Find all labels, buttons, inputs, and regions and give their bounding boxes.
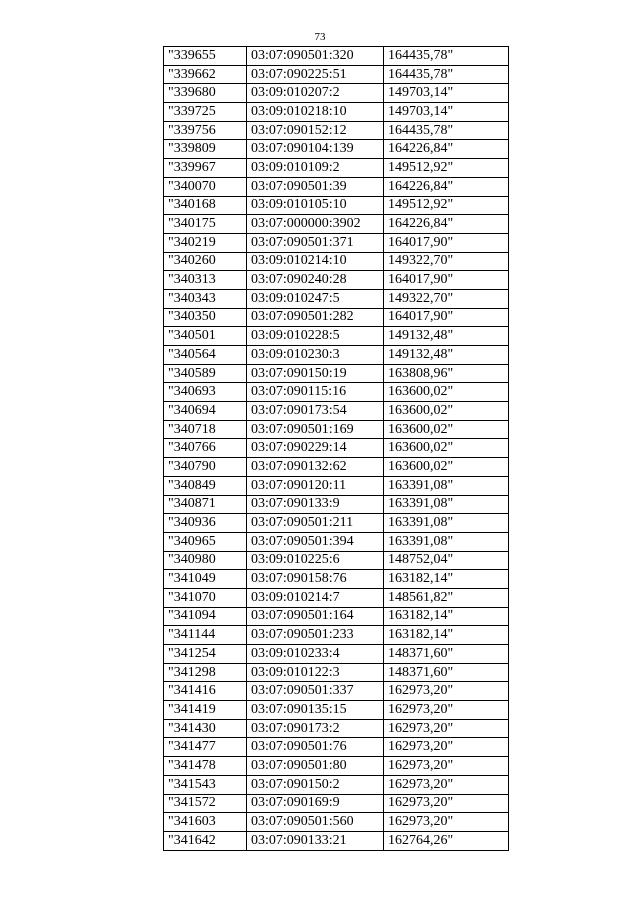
cadastral-number-cell: 03:07:090104:139 <box>247 140 384 159</box>
table-row <box>164 327 509 346</box>
cadastral-number-cell: 03:09:010214:10 <box>247 252 384 271</box>
table-row <box>164 719 509 738</box>
value-cell: 162973,20" <box>384 757 509 776</box>
table-row <box>164 47 509 66</box>
cadastral-number-cell: 03:07:090501:211 <box>247 514 384 533</box>
table-row <box>164 495 509 514</box>
record-number-cell: "340168 <box>164 196 247 215</box>
table-row <box>164 645 509 664</box>
record-number-cell: "340766 <box>164 439 247 458</box>
value-cell: 162973,20" <box>384 701 509 720</box>
cadastral-number-cell: 03:09:010207:2 <box>247 84 384 103</box>
value-cell: 163391,08" <box>384 532 509 551</box>
record-number-cell: "340694 <box>164 402 247 421</box>
table-row <box>164 813 509 832</box>
value-cell: 163600,02" <box>384 420 509 439</box>
table-row <box>164 551 509 570</box>
cadastral-number-cell: 03:07:090501:282 <box>247 308 384 327</box>
record-number-cell: "340260 <box>164 252 247 271</box>
record-number-cell: "339967 <box>164 159 247 178</box>
table-row <box>164 140 509 159</box>
table-row <box>164 794 509 813</box>
value-cell: 164435,78" <box>384 47 509 66</box>
value-cell: 163391,08" <box>384 476 509 495</box>
cadastral-number-cell: 03:09:010214:7 <box>247 588 384 607</box>
table-row <box>164 346 509 365</box>
cadastral-number-cell: 03:07:090169:9 <box>247 794 384 813</box>
cadastral-number-cell: 03:07:090501:320 <box>247 47 384 66</box>
cadastral-number-cell: 03:09:010122:3 <box>247 663 384 682</box>
value-cell: 148371,60" <box>384 645 509 664</box>
value-cell: 149132,48" <box>384 346 509 365</box>
record-number-cell: "341419 <box>164 701 247 720</box>
record-number-cell: "340980 <box>164 551 247 570</box>
record-number-cell: "341543 <box>164 775 247 794</box>
value-cell: 149512,92" <box>384 159 509 178</box>
page-number: 73 <box>314 31 326 43</box>
value-cell: 163600,02" <box>384 383 509 402</box>
record-number-cell: "341416 <box>164 682 247 701</box>
table-row <box>164 177 509 196</box>
value-cell: 163391,08" <box>384 495 509 514</box>
value-cell: 162973,20" <box>384 775 509 794</box>
table-row <box>164 682 509 701</box>
cadastral-number-cell: 03:07:090501:169 <box>247 420 384 439</box>
value-cell: 164435,78" <box>384 65 509 84</box>
record-number-cell: "340871 <box>164 495 247 514</box>
cadastral-number-cell: 03:07:090501:371 <box>247 233 384 252</box>
table-row <box>164 757 509 776</box>
value-cell: 162973,20" <box>384 682 509 701</box>
table-row <box>164 831 509 850</box>
table-row <box>164 402 509 421</box>
value-cell: 162764,26" <box>384 831 509 850</box>
table-row <box>164 233 509 252</box>
record-number-cell: "340790 <box>164 458 247 477</box>
table-row <box>164 476 509 495</box>
value-cell: 164226,84" <box>384 215 509 234</box>
cadastral-number-cell: 03:07:090501:39 <box>247 177 384 196</box>
record-number-cell: "340501 <box>164 327 247 346</box>
record-number-cell: "340313 <box>164 271 247 290</box>
cadastral-number-cell: 03:07:090501:394 <box>247 532 384 551</box>
table-row <box>164 215 509 234</box>
record-number-cell: "339680 <box>164 84 247 103</box>
table-row <box>164 626 509 645</box>
value-cell: 164226,84" <box>384 140 509 159</box>
value-cell: 149132,48" <box>384 327 509 346</box>
value-cell: 162973,20" <box>384 794 509 813</box>
cadastral-number-cell: 03:07:000000:3902 <box>247 215 384 234</box>
table-row <box>164 738 509 757</box>
record-number-cell: "341642 <box>164 831 247 850</box>
cadastral-number-cell: 03:07:090133:9 <box>247 495 384 514</box>
value-cell: 163391,08" <box>384 514 509 533</box>
record-number-cell: "339662 <box>164 65 247 84</box>
table-row <box>164 84 509 103</box>
value-cell: 164017,90" <box>384 233 509 252</box>
record-number-cell: "339655 <box>164 47 247 66</box>
value-cell: 164017,90" <box>384 271 509 290</box>
record-number-cell: "340350 <box>164 308 247 327</box>
table-row <box>164 65 509 84</box>
table-row <box>164 271 509 290</box>
value-cell: 163600,02" <box>384 458 509 477</box>
cadastral-number-cell: 03:07:090240:28 <box>247 271 384 290</box>
cadastral-number-cell: 03:09:010228:5 <box>247 327 384 346</box>
cadastral-number-cell: 03:09:010233:4 <box>247 645 384 664</box>
cadastral-number-cell: 03:09:010109:2 <box>247 159 384 178</box>
table-body <box>164 47 509 851</box>
cadastral-number-cell: 03:07:090150:2 <box>247 775 384 794</box>
value-cell: 148752,04" <box>384 551 509 570</box>
record-number-cell: "341070 <box>164 588 247 607</box>
value-cell: 164435,78" <box>384 121 509 140</box>
record-number-cell: "340849 <box>164 476 247 495</box>
cadastral-number-cell: 03:07:090229:14 <box>247 439 384 458</box>
value-cell: 162973,20" <box>384 813 509 832</box>
table-row <box>164 383 509 402</box>
record-number-cell: "341477 <box>164 738 247 757</box>
cadastral-number-cell: 03:07:090501:164 <box>247 607 384 626</box>
cadastral-number-cell: 03:07:090501:80 <box>247 757 384 776</box>
table-row <box>164 289 509 308</box>
record-number-cell: "340718 <box>164 420 247 439</box>
cadastral-number-cell: 03:07:090158:76 <box>247 570 384 589</box>
table-row <box>164 701 509 720</box>
table-row <box>164 159 509 178</box>
cadastral-number-cell: 03:07:090173:54 <box>247 402 384 421</box>
value-cell: 149703,14" <box>384 103 509 122</box>
table-row <box>164 663 509 682</box>
cadastral-number-cell: 03:07:090120:11 <box>247 476 384 495</box>
record-number-cell: "341049 <box>164 570 247 589</box>
record-number-cell: "341478 <box>164 757 247 776</box>
table-row <box>164 588 509 607</box>
table-row <box>164 458 509 477</box>
record-number-cell: "339756 <box>164 121 247 140</box>
value-cell: 149512,92" <box>384 196 509 215</box>
record-number-cell: "340693 <box>164 383 247 402</box>
record-number-cell: "340936 <box>164 514 247 533</box>
cadastral-number-cell: 03:07:090150:19 <box>247 364 384 383</box>
table-row <box>164 514 509 533</box>
record-number-cell: "341430 <box>164 719 247 738</box>
cadastral-number-cell: 03:07:090132:62 <box>247 458 384 477</box>
record-number-cell: "341254 <box>164 645 247 664</box>
table-row <box>164 252 509 271</box>
value-cell: 163600,02" <box>384 439 509 458</box>
cadastral-number-cell: 03:07:090133:21 <box>247 831 384 850</box>
record-number-cell: "340219 <box>164 233 247 252</box>
cadastral-number-cell: 03:09:010105:10 <box>247 196 384 215</box>
cadastral-number-cell: 03:07:090135:15 <box>247 701 384 720</box>
record-number-cell: "339725 <box>164 103 247 122</box>
record-number-cell: "339809 <box>164 140 247 159</box>
table-row <box>164 439 509 458</box>
value-cell: 148561,82" <box>384 588 509 607</box>
cadastral-number-cell: 03:07:090501:76 <box>247 738 384 757</box>
cadastral-number-cell: 03:09:010218:10 <box>247 103 384 122</box>
table-row <box>164 121 509 140</box>
cadastral-number-cell: 03:09:010225:6 <box>247 551 384 570</box>
cadastral-number-cell: 03:07:090115:16 <box>247 383 384 402</box>
table-row <box>164 364 509 383</box>
value-cell: 163182,14" <box>384 626 509 645</box>
cadastral-number-cell: 03:07:090225:51 <box>247 65 384 84</box>
cadastral-number-cell: 03:09:010247:5 <box>247 289 384 308</box>
record-number-cell: "340965 <box>164 532 247 551</box>
table-row <box>164 775 509 794</box>
value-cell: 163182,14" <box>384 570 509 589</box>
record-number-cell: "341603 <box>164 813 247 832</box>
record-number-cell: "341144 <box>164 626 247 645</box>
data-table <box>163 46 509 851</box>
value-cell: 162973,20" <box>384 738 509 757</box>
value-cell: 149322,70" <box>384 289 509 308</box>
table-row <box>164 532 509 551</box>
value-cell: 148371,60" <box>384 663 509 682</box>
value-cell: 162973,20" <box>384 719 509 738</box>
table-row <box>164 570 509 589</box>
cadastral-number-cell: 03:07:090501:233 <box>247 626 384 645</box>
cadastral-number-cell: 03:07:090501:560 <box>247 813 384 832</box>
value-cell: 163600,02" <box>384 402 509 421</box>
table-row <box>164 607 509 626</box>
cadastral-number-cell: 03:07:090173:2 <box>247 719 384 738</box>
value-cell: 163808,96" <box>384 364 509 383</box>
table-row <box>164 103 509 122</box>
record-number-cell: "341094 <box>164 607 247 626</box>
record-number-cell: "340564 <box>164 346 247 365</box>
value-cell: 149703,14" <box>384 84 509 103</box>
cadastral-number-cell: 03:07:090501:337 <box>247 682 384 701</box>
table-row <box>164 196 509 215</box>
record-number-cell: "341298 <box>164 663 247 682</box>
value-cell: 164226,84" <box>384 177 509 196</box>
cadastral-number-cell: 03:07:090152:12 <box>247 121 384 140</box>
record-number-cell: "340070 <box>164 177 247 196</box>
record-number-cell: "340175 <box>164 215 247 234</box>
record-number-cell: "340589 <box>164 364 247 383</box>
table-row <box>164 420 509 439</box>
cadastral-number-cell: 03:09:010230:3 <box>247 346 384 365</box>
record-number-cell: "341572 <box>164 794 247 813</box>
value-cell: 163182,14" <box>384 607 509 626</box>
value-cell: 149322,70" <box>384 252 509 271</box>
table-row <box>164 308 509 327</box>
value-cell: 164017,90" <box>384 308 509 327</box>
record-number-cell: "340343 <box>164 289 247 308</box>
